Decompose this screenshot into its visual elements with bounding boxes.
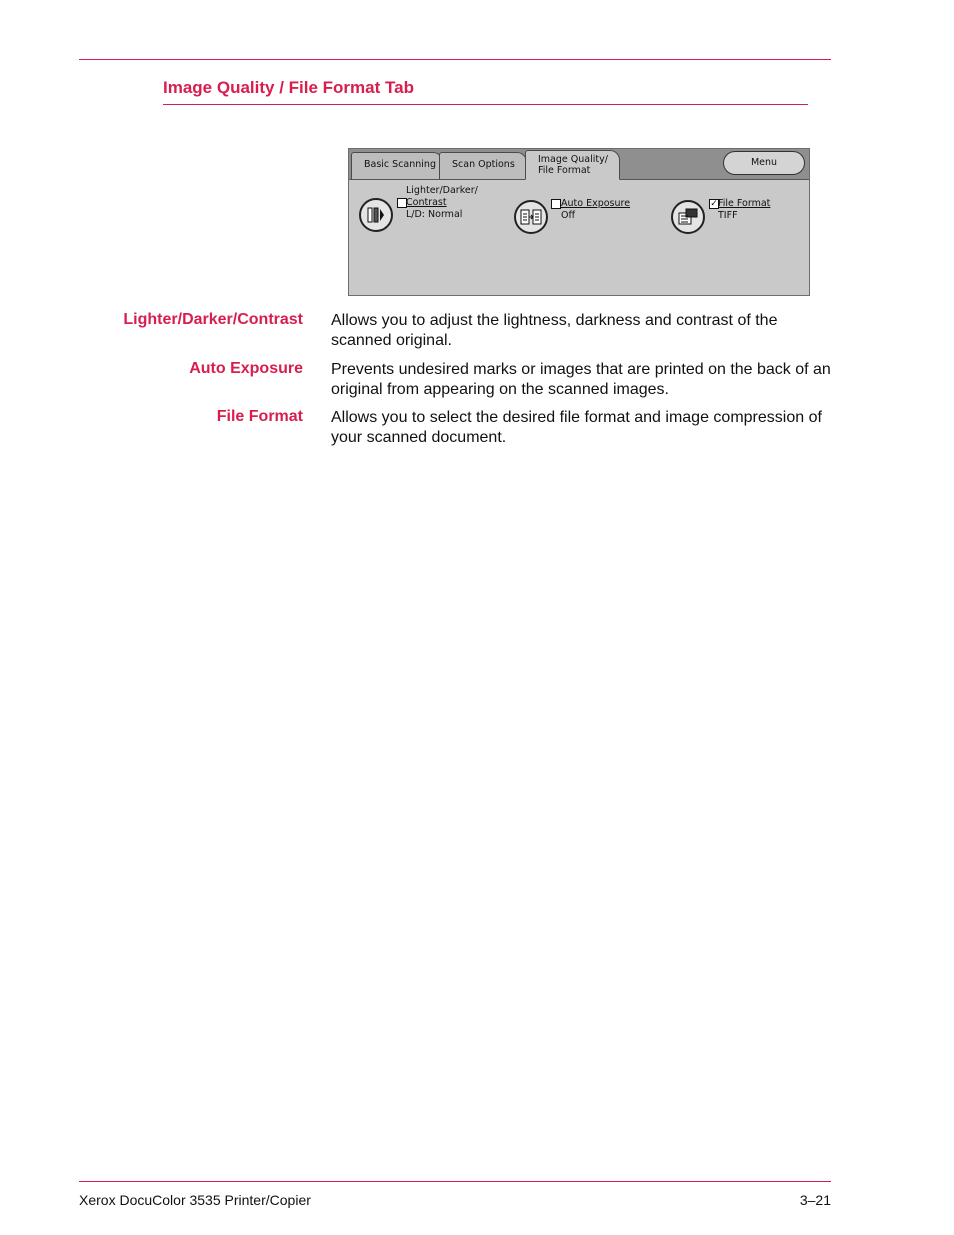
lighter-darker-label xyxy=(406,185,478,221)
feature-value: TIFF xyxy=(718,210,738,221)
term-lighter-darker: Lighter/Darker/Contrast xyxy=(123,311,303,328)
tab-bar xyxy=(349,149,809,180)
file-format-checkbox[interactable]: ✓ xyxy=(710,199,718,209)
tab-basic-scanning[interactable] xyxy=(351,152,443,179)
scan-screen xyxy=(348,148,810,296)
footer-product-name: Xerox DocuColor 3535 Printer/Copier xyxy=(79,1192,311,1208)
feature-value: Off xyxy=(561,210,576,221)
tab-scan-options[interactable] xyxy=(439,152,527,179)
file-format-icon[interactable] xyxy=(671,200,705,234)
tab-label-line1: Image Quality/ xyxy=(538,154,608,165)
tab-label: Basic Scanning xyxy=(364,159,436,170)
term-file-format: File Format xyxy=(216,408,303,425)
footer-rule xyxy=(79,1181,831,1182)
tab-label-line2: File Format xyxy=(538,165,591,176)
tab-label: Scan Options xyxy=(452,159,515,170)
menu-button[interactable]: Menu xyxy=(723,151,805,175)
feature-title: File Format xyxy=(718,198,771,209)
footer-page-number: 3–21 xyxy=(799,1192,831,1208)
lighter-darker-icon[interactable] xyxy=(359,198,393,232)
auto-exposure-checkbox[interactable] xyxy=(551,199,561,209)
desc-lighter-darker: Allows you to adjust the lightness, darkness and contrast of the scanned original. xyxy=(331,312,778,349)
feature-title-line2: Contrast xyxy=(406,197,447,208)
feature-title-line1: Lighter/Darker/ xyxy=(406,185,478,196)
auto-exposure-icon[interactable] xyxy=(514,200,548,234)
auto-exposure-label xyxy=(561,198,630,222)
top-rule xyxy=(79,59,831,60)
desc-file-format: Allows you to select the desired file format and image compression of your scanned document. xyxy=(331,409,822,446)
section-title: Image Quality / File Format Tab xyxy=(163,78,414,97)
feature-title: Auto Exposure xyxy=(561,198,631,209)
title-rule xyxy=(163,104,808,105)
file-format-label xyxy=(718,198,770,222)
term-auto-exposure: Auto Exposure xyxy=(189,360,303,377)
desc-auto-exposure: Prevents undesired marks or images that are printed on the back of an original from appearing on the scanned images. xyxy=(331,361,831,398)
feature-value: L/D: Normal xyxy=(406,209,463,220)
tab-image-quality[interactable] xyxy=(525,150,620,180)
